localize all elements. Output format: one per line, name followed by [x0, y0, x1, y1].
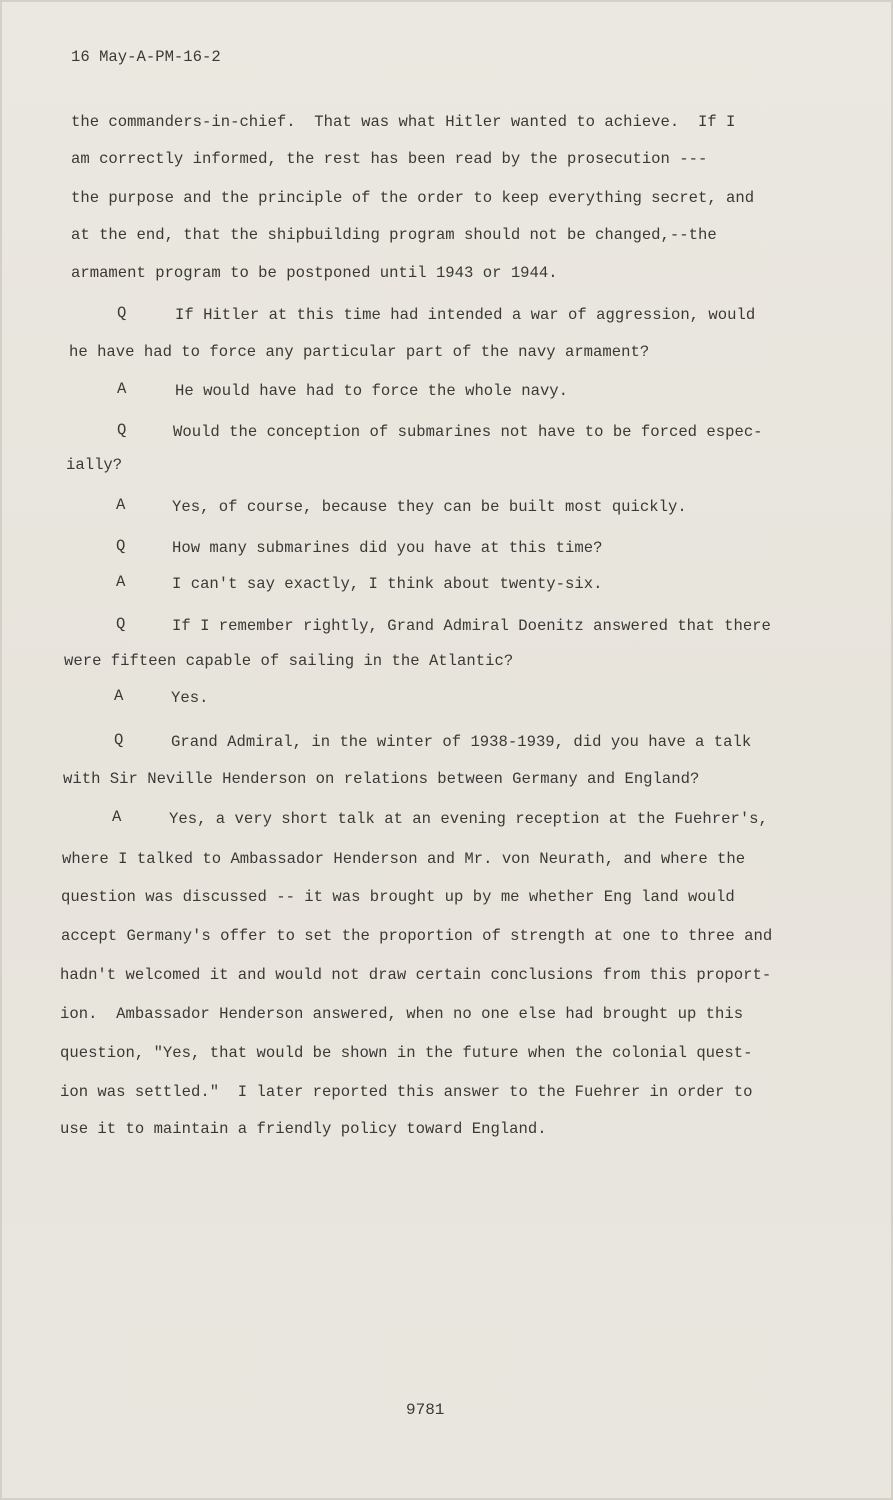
text-line: the purpose and the principle of the order to keep everything secret, and	[71, 189, 755, 207]
speaker-marker: Q	[116, 537, 126, 555]
text-line: Yes.	[171, 689, 209, 707]
text-line: question, "Yes, that would be shown in the future when the colonial quest-	[60, 1044, 753, 1062]
page-header: 16 May-A-PM-16-2	[71, 48, 221, 66]
text-line: hadn't welcomed it and would not draw certain conclusions from this proport-	[60, 966, 772, 984]
text-line: He would have had to force the whole navy.	[175, 382, 569, 400]
text-line: accept Germany's offer to set the proportion of strength at one to three and	[61, 927, 773, 945]
text-line: If Hitler at this time had intended a war of aggression, would	[175, 306, 756, 324]
page-number: 9781	[406, 1401, 445, 1419]
speaker-marker: Q	[116, 615, 126, 633]
text-line: at the end, that the shipbuilding program should not be changed,--the	[71, 226, 717, 244]
text-line: question was discussed -- it was brought up by me whether Eng land would	[61, 888, 735, 906]
text-line: Would the conception of submarines not have to be forced espec-	[173, 423, 763, 441]
text-line: am correctly informed, the rest has been read by the prosecution ---	[71, 150, 708, 168]
text-line: Yes, a very short talk at an evening reception at the Fuehrer's,	[169, 810, 768, 828]
text-line: the commanders-in-chief. That was what Hitler wanted to achieve. If I	[71, 113, 736, 131]
text-line: How many submarines did you have at this time?	[172, 539, 603, 557]
text-line: Grand Admiral, in the winter of 1938-1939, did you have a talk	[171, 733, 752, 751]
text-line: with Sir Neville Henderson on relations between Germany and England?	[63, 770, 700, 788]
text-line: I can't say exactly, I think about twenty-six.	[172, 575, 603, 593]
speaker-marker: Q	[117, 421, 127, 439]
text-line: armament program to be postponed until 1943 or 1944.	[71, 264, 558, 282]
speaker-marker: Q	[114, 731, 124, 749]
text-line: he have had to force any particular part of the navy armament?	[69, 343, 650, 361]
text-line: use it to maintain a friendly policy toward England.	[60, 1120, 547, 1138]
text-line: ion was settled." I later reported this answer to the Fuehrer in order to	[60, 1083, 753, 1101]
text-line: Yes, of course, because they can be built most quickly.	[172, 498, 687, 516]
speaker-marker: A	[117, 380, 127, 398]
speaker-marker: Q	[117, 304, 127, 322]
text-line: ially?	[66, 456, 123, 474]
text-line: ion. Ambassador Henderson answered, when no one else had brought up this	[60, 1005, 744, 1023]
speaker-marker: A	[116, 496, 126, 514]
speaker-marker: A	[112, 808, 122, 826]
speaker-marker: A	[114, 687, 124, 705]
speaker-marker: A	[116, 573, 126, 591]
text-line: If I remember rightly, Grand Admiral Doenitz answered that there	[172, 617, 771, 635]
text-line: were fifteen capable of sailing in the Atlantic?	[64, 652, 514, 670]
text-line: where I talked to Ambassador Henderson and Mr. von Neurath, and where the	[62, 850, 746, 868]
